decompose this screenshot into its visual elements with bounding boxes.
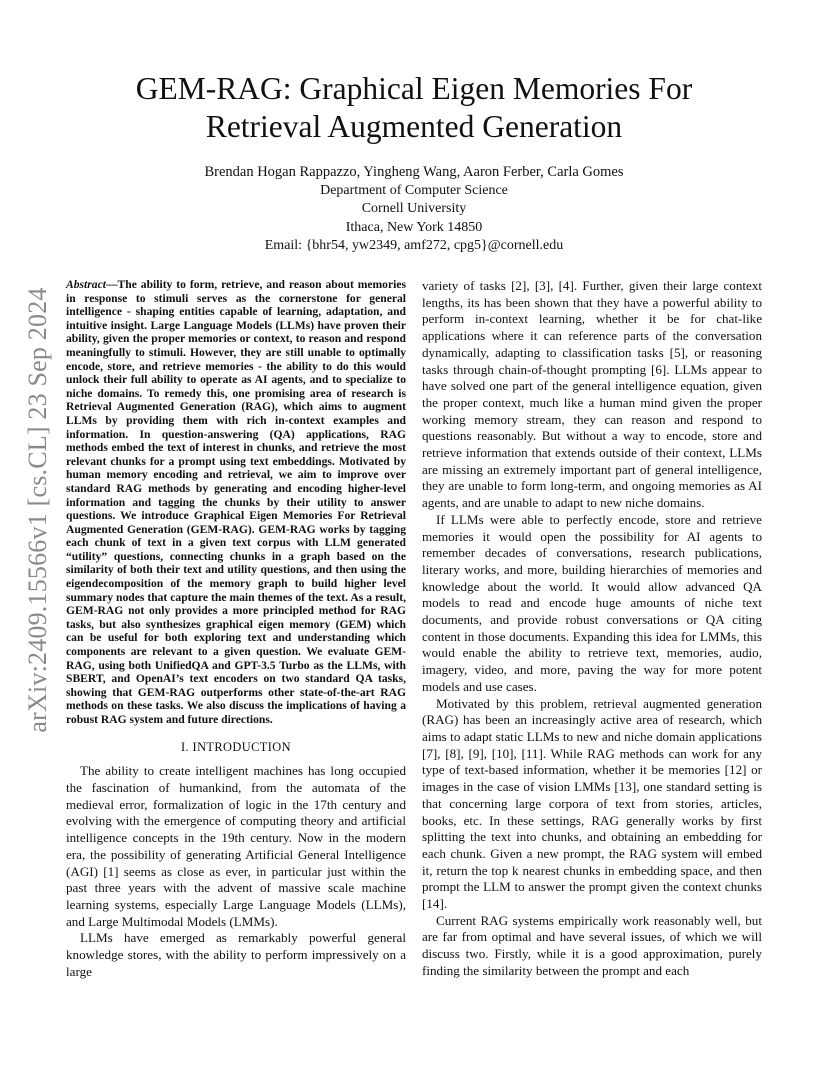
intro-paragraph: The ability to create intelligent machines has long occupied the fascination of humankind, from the automata of the medieval error, formalization of logic in the 17th century and evolving with the emergence of computing theory and artificial intelligence concepts in the 19th century. Now in the modern era, the possibility of generating Artificial General Intelligence (AGI) [1] seems as close as ever, in particular just within the past three years with the advent of massive scale machine learning systems, especially Large Language Models (LLMs), and Large Multimodal Models (LMMs).: [66, 763, 406, 929]
intro-paragraph: variety of tasks [2], [3], [4]. Further, given their large context lengths, its has been shown that they have a powerful ability to perform in-context learning, whether it be for chat-like applications where it can reference parts of the conversation dynamically, adapting to classification tasks [5], or reasoning tasks through chain-of-thought prompting [6]. LLMs appear to have solved one part of the general intelligence equation, given the proper context, much like a human mind given the proper working memory stream, they can reason and respond to questions reasonably. But without a way to encode, store and retrieve information that extends outside of their context, LLMs are missing an extremely important part of general intelligence, they are unable to form long-term, and ongoing memories as AI agents, and are unable to adapt to new niche domains.: [422, 278, 762, 511]
right-column: [422, 278, 762, 980]
author-names: Brendan Hogan Rappazzo, Yingheng Wang, Aaron Ferber, Carla Gomes: [204, 164, 624, 180]
abstract-text: —The ability to form, retrieve, and reason about memories in response to stimuli serves as the cornerstone for general intelligence - shaping entities capable of learning, adaptation, and intuitive insight. Large Language Models (LLMs) have proven their ability, given the proper memories or context, to reason and respond meaningfully to stimuli. However, they are still unable to optimally encode, store, and retrieve memories - the ability to do this would unlock their full ability to operate as AI agents, and to specialize to niche domains. To remedy this, one promising area of research is Retrieval Augmented Generation (RAG), which aims to augment LLMs by providing them with rich in-context examples and information. In question-answering (QA) applications, RAG methods embed the text of interest in chunks, and retrieve the most relevant chunks for a prompt using text embeddings. Motivated by human memory encoding and retrieval, we aim to improve over standard RAG methods by generating and encoding higher-level information and tagging the chunks by their utility to answer questions. We introduce Graphical Eigen Memories For Retrieval Augmented Generation (GEM-RAG). GEM-RAG works by tagging each chunk of text in a given text corpus with LLM generated “utility” questions, connecting chunks in a graph based on the similarity of both their text and utility questions, and then using the eigendecomposition of the memory graph to build higher level summary nodes that capture the main themes of the text. As a result, GEM-RAG not only provides a more principled method for RAG tasks, but also synthesizes graphical eigen memory (GEM) which can be useful for both exploring text and understanding which components are relevant to a given question. We evaluate GEM-RAG, using both UnifiedQA and GPT-3.5 Turbo as the LLMs, with SBERT, and OpenAI’s text encoders on two standard QA tasks, showing that GEM-RAG outperforms other state-of-the-art RAG methods on these tasks. We also discuss the implications of having a robust RAG system and future directions.: [66, 278, 406, 726]
author-email: Email: {bhr54, yw2349, amf272, cpg5}@cornell.edu: [264, 238, 564, 253]
author-location: Ithaca, New York 14850: [345, 219, 483, 235]
abstract-label: Abstract: [66, 278, 106, 291]
author-block: [80, 163, 748, 256]
intro-paragraph: Current RAG systems empirically work reasonably well, but are far from optimal and have several issues, of which we will discuss two. Firstly, while it is a good approximation, purely finding the similarity between the prompt and each: [422, 912, 762, 978]
section-heading-introduction: I. INTRODUCTION: [181, 739, 291, 754]
intro-paragraph: Motivated by this problem, retrieval augmented generation (RAG) has been an increasingly active area of research, which aims to adapt static LLMs to new and niche domain applications [7], [8], [9], [10], [11]. While RAG methods can work for any type of text-based information, whether it be memories [12] or images in the case of vision LMMs [13], one standard setting is that concerning large corpora of text from stories, articles, books, etc. In these settings, RAG generally works by first splitting the text into chunks, and obtaining an embedding for each chunk. Given a new prompt, the RAG system will embed it, return the top k nearest chunks in embedding space, and then prompt the LLM to answer the prompt given the context chunks [14].: [422, 695, 762, 912]
paper-title: GEM-RAG: Graphical Eigen Memories For Retrieval Augmented Generation: [135, 71, 693, 144]
intro-paragraph: If LLMs were able to perfectly encode, store and retrieve memories it would open the possibility for AI agents to remember decades of conversations, research publications, literary works, and more, building hierarchies of memories and knowledge about the world. It would allow advanced QA models to read and encode huge amounts of niche text documents, and provide robust conversations or QA citing content in those documents. Expanding this idea for LMMs, this would enable the ability to retrieve text, memories, audio, imagery, video, and more, paving the way for more potent models and use cases.: [422, 511, 762, 694]
left-column: [66, 278, 406, 980]
intro-paragraph: LLMs have emerged as remarkably powerful general knowledge stores, with the ability to perform impressively on a large: [66, 930, 406, 979]
abstract: [66, 278, 406, 727]
arxiv-identifier-text: arXiv:2409.15566v1 [cs.CL] 23 Sep 2024: [23, 287, 52, 733]
author-department: Department of Computer Science: [320, 182, 508, 198]
author-university: Cornell University: [361, 201, 467, 216]
